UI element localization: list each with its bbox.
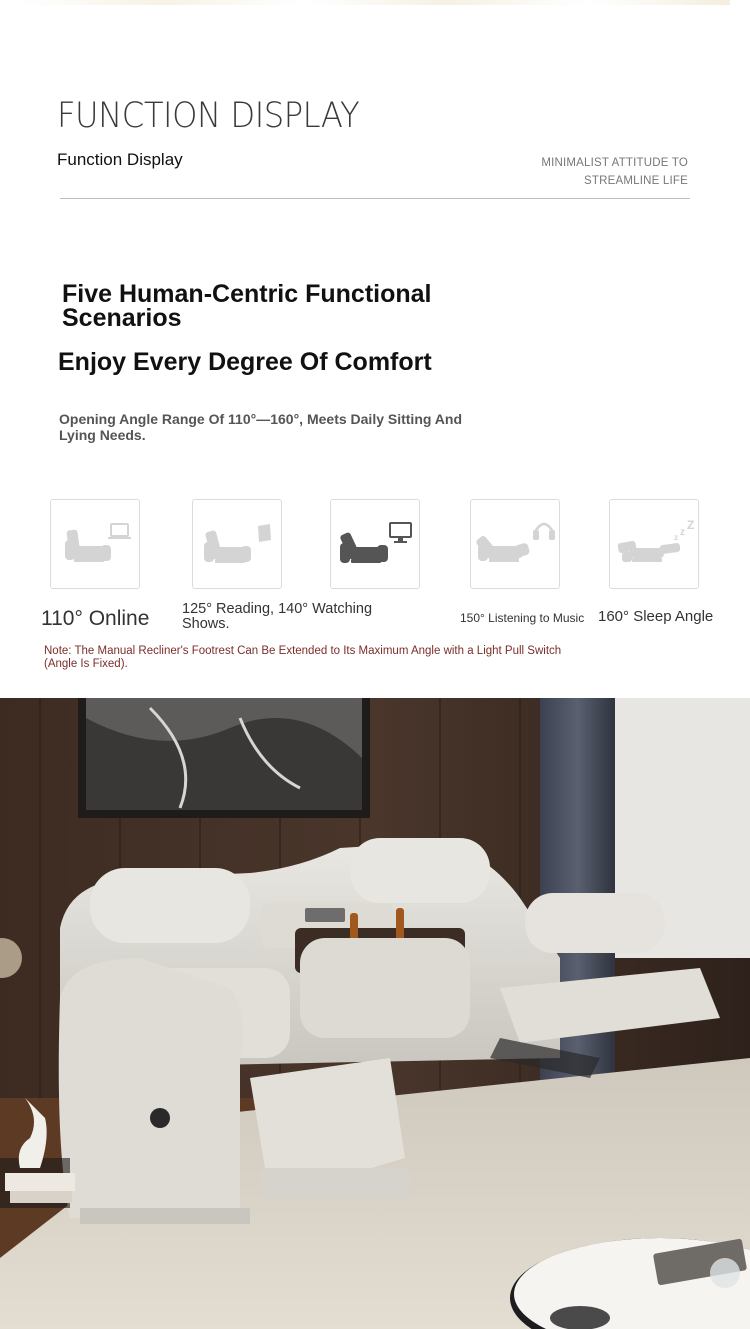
mode-160-card	[609, 499, 699, 589]
recliner-book-icon	[193, 500, 283, 590]
recliner-headphones-icon	[471, 500, 561, 590]
svg-text:z: z	[674, 533, 678, 542]
tagline	[541, 154, 688, 190]
sofa-scene-illustration	[0, 698, 750, 1329]
comfort-heading: Enjoy Every Degree Of Comfort	[58, 348, 432, 376]
section-title: FUNCTION DISPLAY	[57, 96, 360, 136]
svg-text:z: z	[680, 527, 685, 538]
top-decoration-strip	[20, 0, 730, 5]
mode-label-125-140: 125° Reading, 140° Watching Shows.	[182, 601, 373, 632]
recliner-laptop-icon	[51, 500, 141, 590]
mode-125-card	[192, 499, 282, 589]
footrest-note: Note: The Manual Recliner's Footrest Can Be Extended to Its Maximum Angle with a Light Pull Switch (Angle Is Fixed).	[44, 645, 562, 670]
sofa-recliner-photo	[0, 698, 750, 1329]
mode-150-card	[470, 499, 560, 589]
recliner-tv-icon	[331, 500, 421, 590]
mode-label-150: 150° Listening to Music	[460, 611, 585, 625]
divider	[60, 198, 690, 199]
section-subtitle: Function Display	[57, 150, 183, 169]
mode-110-card	[50, 499, 140, 589]
mode-label-160: 160° Sleep Angle	[598, 608, 714, 625]
scenarios-heading: Five Human-Centric Functional Scenarios	[62, 280, 432, 332]
recliner-sleep-icon	[610, 500, 700, 590]
angle-description: Opening Angle Range Of 110°—160°, Meets Daily Sitting And Lying Needs.	[59, 411, 463, 443]
tagline-line-1: MINIMALIST ATTITUDE TO	[541, 157, 688, 169]
mode-140-card	[330, 499, 420, 589]
mode-label-110: 110° Online	[41, 607, 150, 630]
svg-text:Z: Z	[687, 518, 695, 532]
tagline-line-2: STREAMLINE LIFE	[584, 175, 688, 187]
